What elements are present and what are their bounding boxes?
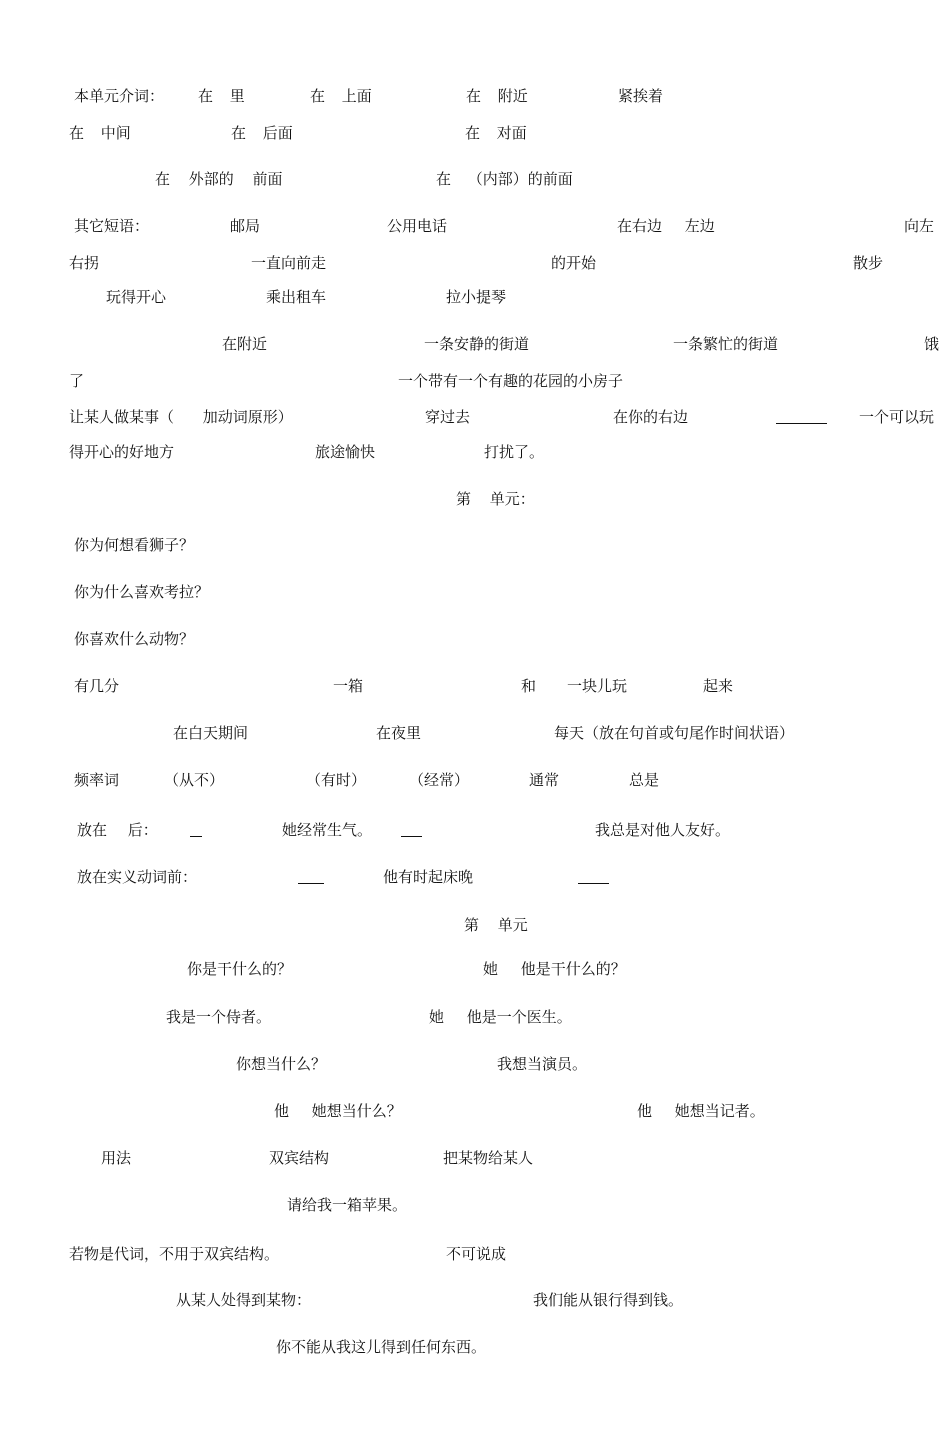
pay-phone: 公用电话 — [387, 217, 448, 235]
fill-blank — [190, 836, 202, 837]
answer-waiter: 我是一个侍者。 — [166, 1008, 272, 1026]
turn-right: 右拐 — [69, 254, 100, 272]
play-violin: 拉小提琴 — [446, 288, 507, 306]
prep-front-outside: 在 外部的 前面 — [155, 170, 283, 188]
prep-across: 在 对面 — [465, 124, 527, 142]
hungry-a: 饿 — [924, 335, 940, 353]
on-right-left: 在右边 左边 — [617, 217, 715, 235]
freq-sometimes: （有时） — [306, 771, 367, 789]
prep-on: 在 上面 — [310, 87, 372, 105]
usage-label: 用法 — [101, 1149, 132, 1167]
busy-street: 一条繁忙的街道 — [673, 335, 779, 353]
freq-always: 总是 — [629, 771, 660, 789]
prep-in: 在 里 — [198, 87, 245, 105]
in-neighborhood: 在附近 — [222, 335, 268, 353]
freq-never: （从不） — [164, 771, 225, 789]
example-bank: 我们能从银行得到钱。 — [533, 1291, 684, 1309]
question-job-you: 你是干什么的？ — [187, 960, 293, 978]
unit-b-heading: 第 单元： — [456, 490, 535, 508]
question-koala: 你为什么喜欢考拉？ — [74, 583, 210, 601]
let-do: 让某人做某事（ 加动词原形） — [69, 408, 293, 426]
have-fun: 玩得开心 — [106, 288, 167, 306]
fill-blank — [578, 883, 609, 884]
box-of: 一箱 — [333, 677, 364, 695]
quiet-street: 一条安静的街道 — [424, 335, 530, 353]
prep-between: 在 中间 — [69, 124, 131, 142]
fill-blank — [298, 883, 324, 884]
walk: 散步 — [853, 254, 884, 272]
excuse-me: 打扰了。 — [484, 443, 545, 461]
frequency-label: 频率词 — [74, 771, 120, 789]
example-friendly: 我总是对他人友好。 — [595, 821, 731, 839]
get-up: 起来 — [703, 677, 734, 695]
beginning: 的开始 — [551, 254, 597, 272]
example-apples: 请给我一箱苹果。 — [287, 1196, 408, 1214]
on-your-right: 在你的右边 — [613, 408, 689, 426]
question-want-be: 你想当什么？ — [236, 1055, 327, 1073]
example-late: 他有时起床晚 — [383, 868, 474, 886]
prep-label: 本单元介词： — [74, 87, 165, 105]
question-job-she: 她 他是干什么的？ — [483, 960, 626, 978]
give-sth-phrase: 把某物给某人 — [443, 1149, 534, 1167]
fill-blank — [401, 836, 422, 837]
example-angry: 她经常生气。 — [282, 821, 373, 839]
trip: 旅途愉快 — [315, 443, 376, 461]
at-night: 在夜里 — [376, 724, 422, 742]
other-label: 其它短语： — [74, 217, 150, 235]
through: 穿过去 — [425, 408, 471, 426]
freq-often: （经常） — [409, 771, 470, 789]
good-place-b: 得开心的好地方 — [69, 443, 175, 461]
go-straight: 一直向前走 — [251, 254, 327, 272]
before-verb-label: 放在实义动词前： — [77, 868, 198, 886]
question-animal: 你喜欢什么动物？ — [74, 630, 195, 648]
house-garden: 一个带有一个有趣的花园的小房子 — [398, 372, 624, 390]
double-object-label: 双宾结构 — [269, 1149, 330, 1167]
during-day: 在白天期间 — [173, 724, 249, 742]
example-nothing: 你不能从我这儿得到任何东西。 — [276, 1338, 487, 1356]
turn-left-a: 向左 — [904, 217, 935, 235]
play-with: 一块儿玩 — [567, 677, 628, 695]
every-day: 每天（放在句首或句尾作时间状语） — [554, 724, 795, 742]
question-lion: 你为何想看狮子？ — [74, 536, 195, 554]
get-from-phrase: 从某人处得到某物： — [176, 1291, 312, 1309]
prep-behind: 在 后面 — [231, 124, 293, 142]
and-word: 和 — [521, 677, 537, 695]
answer-reporter: 他 她想当记者。 — [637, 1102, 765, 1120]
good-place-a: 一个可以玩 — [859, 408, 935, 426]
fill-blank — [776, 423, 827, 424]
kind-of: 有几分 — [74, 677, 120, 695]
freq-usually: 通常 — [529, 771, 560, 789]
unit-c-heading: 第 单元 — [464, 916, 528, 934]
post-office: 邮局 — [230, 217, 261, 235]
after-be-label: 放在 后： — [77, 821, 158, 839]
prep-next-to: 紧挨着 — [618, 87, 664, 105]
cannot-say: 不可说成 — [446, 1245, 507, 1263]
hungry-b: 了 — [69, 372, 85, 390]
pronoun-rule: 若物是代词，不用于双宾结构。 — [69, 1245, 280, 1263]
prep-front-inside: 在 （内部）的前面 — [436, 170, 573, 188]
answer-doctor: 她 他是一个医生。 — [429, 1008, 572, 1026]
take-taxi: 乘出租车 — [266, 288, 327, 306]
answer-actor: 我想当演员。 — [497, 1055, 588, 1073]
prep-near: 在 附近 — [466, 87, 528, 105]
question-he-want-be: 他 她想当什么？ — [274, 1102, 402, 1120]
